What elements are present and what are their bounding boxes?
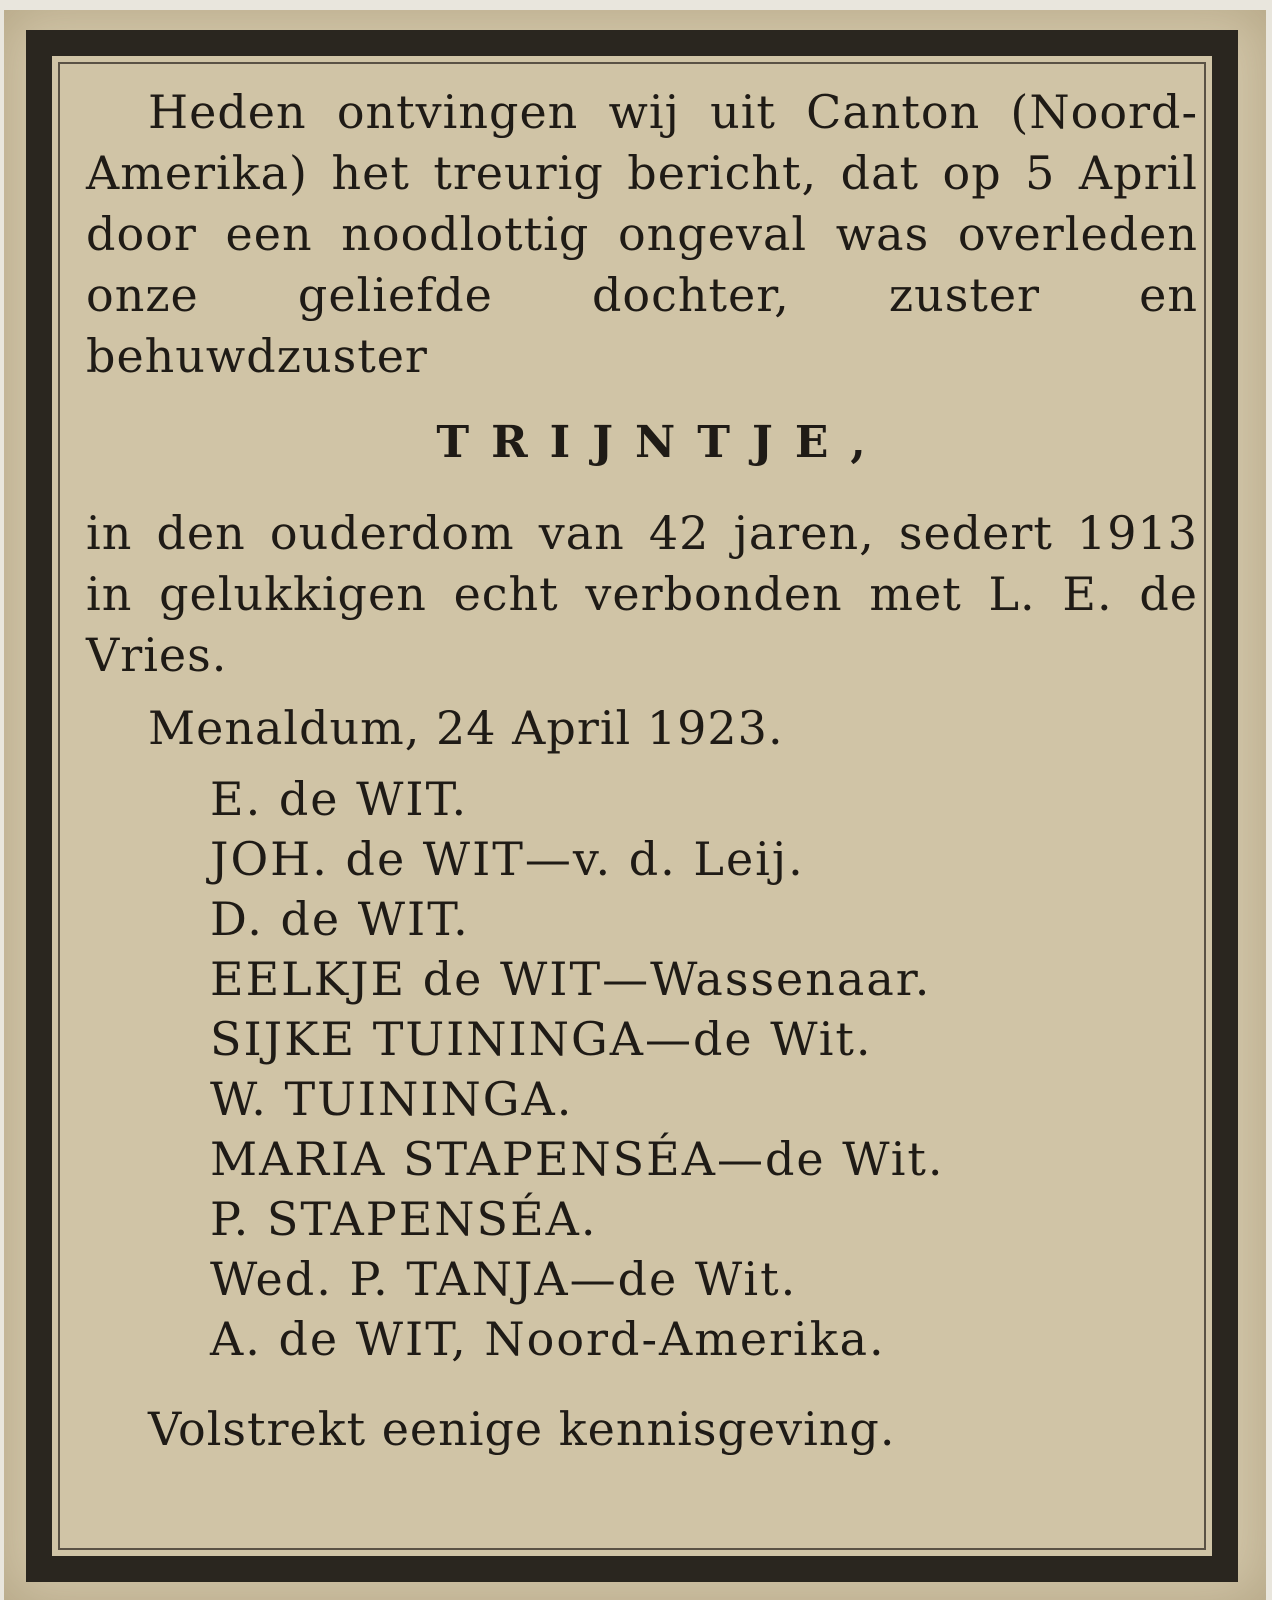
signer: E. de WIT. bbox=[210, 772, 469, 826]
signer: W. TUININGA. bbox=[210, 1072, 574, 1126]
signer: SIJKE TUININGA—de Wit. bbox=[210, 1012, 873, 1066]
signer-list bbox=[210, 769, 1198, 1369]
signer: A. de WIT, Noord-Amerika. bbox=[210, 1312, 886, 1366]
newspaper-clipping bbox=[4, 10, 1266, 1600]
notice-details: in den ouderdom van 42 jaren, sedert 1913 in gelukkigen echt verbonden met L. E. de Vries. bbox=[86, 506, 1198, 682]
deceased-name: TRIJNTJE, bbox=[436, 417, 888, 468]
signer: MARIA STAPENSÉA—de Wit. bbox=[210, 1132, 945, 1186]
signer: P. STAPENSÉA. bbox=[210, 1192, 598, 1246]
death-notice-border bbox=[26, 30, 1238, 1582]
signer: Wed. P. TANJA—de Wit. bbox=[210, 1252, 798, 1306]
place-and-date: Menaldum, 24 April 1923. bbox=[148, 701, 784, 755]
signer: D. de WIT. bbox=[210, 892, 470, 946]
closing-line: Volstrekt eenige kennisgeving. bbox=[148, 1402, 896, 1456]
signer: JOH. de WIT—v. d. Leij. bbox=[210, 832, 805, 886]
notice-intro: Heden ontvingen wij uit Canton (Noord-Amerika) het treurig bericht, dat op 5 April door een noodlottig ongeval was overleden onze geliefde dochter, zuster en behuwdzuster bbox=[86, 85, 1198, 383]
signer: EELKJE de WIT—Wassenaar. bbox=[210, 952, 932, 1006]
notice-content bbox=[86, 82, 1198, 1460]
